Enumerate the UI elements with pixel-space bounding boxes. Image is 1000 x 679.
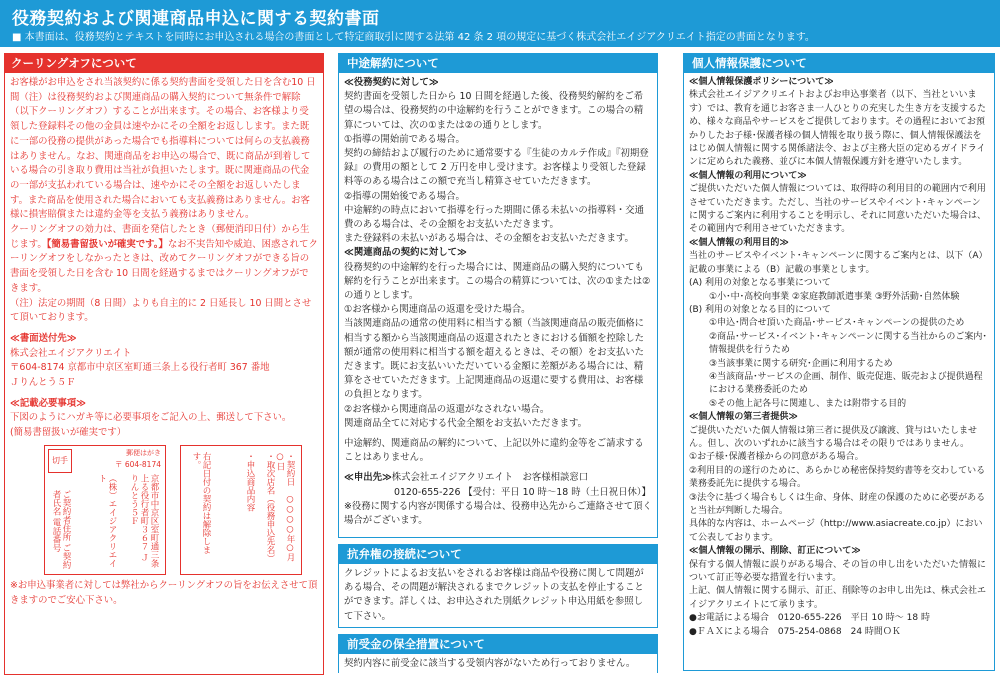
stamp-box: 切手: [48, 449, 72, 473]
destination-company: 株式会社エイジアクリエイト: [10, 347, 132, 359]
cancellation-section: [338, 53, 658, 538]
third-party-1: ①お子様･保護者様からの同意がある場合。: [689, 452, 864, 463]
purpose-text: 当社のサービスやイベント･キャンペーンに関するご案内とは、以下（A）記載の事業による（B）記載の事業とします。: [689, 251, 988, 275]
disclosure-text-2: 上記、個人情報に関する開示、訂正、削除等のお申し出先は、株式会社エイジアクリエイトにて承ります。: [689, 586, 987, 610]
contact-note: ※役務に関する内容が関係する場合は、役務申込先からご連絡させて頂く場合がございます。: [344, 500, 652, 527]
contact-company: 株式会社エイジアクリエイト お客様相談窓口: [391, 472, 589, 484]
policy-heading: ≪個人情報保護ポリシーについて≫: [689, 77, 834, 87]
product-item-2: ②お客様から関連商品の返還がなされない場合。: [344, 403, 550, 415]
required-items-heading: ≪記載必要事項≫: [10, 397, 86, 409]
postcard-cancel-text: 右記日付の契約は解除します。: [191, 451, 211, 554]
third-party-text: ご提供いただいた個人情報は第三者に提供及び譲渡、貸与はいたしません。但し、次のいずれかに該当する場合はその限りではありません。: [689, 425, 978, 449]
postcard-company: （株）エイジアクリエイト: [97, 473, 117, 568]
contact-phone-line: [344, 486, 652, 500]
postcard-product: ・申込商品内容: [245, 451, 255, 512]
disclosure-text: 保有する個人情報に誤りがある場合、その旨の申し出をいただいた情報について訂正等必要な措置を行います。: [689, 559, 987, 584]
registered-mail-note: 【簡易書留扱いが確実です。】: [46, 238, 168, 250]
postcard-store: ・取次店名（役務申込先名）: [265, 451, 275, 563]
service-item-1: ①指導の開始前である場合。: [344, 133, 465, 145]
product-item-1: ①お客様から関連商品の返還を受けた場合。: [344, 304, 531, 316]
required-items-text: 下図のようにハガキ等に必要事項をご記入の上、郵送して下さい。: [10, 412, 292, 424]
defense-section: [338, 544, 658, 628]
effect-text-cont: なお不実告知や威迫、困惑されてクーリングオフをしなかったときは、改めてクーリングオフができる旨の書面を受領した日を含む 10 日間を経過するまではクーリングオフができます。: [10, 238, 318, 294]
contact-line: [344, 471, 652, 485]
service-item-1-detail: 契約の締結および履行のために通常要する『生徒のカルテ作成』『初期登録』の費用の額として 2 万円を申し受けます。お客様より受領した登録料等のある場合はこの額で充当し精算させていただきます。: [344, 148, 649, 188]
privacy-column: [683, 53, 995, 673]
third-party-2: ②利用目的の遂行のために、あらかじめ秘密保持契約書等を交わしている業務委託先に提供する場合。: [689, 465, 986, 490]
service-contract-text: 契約書面を受領した日から 10 日間を経過した後、役務契約解約をご希望の場合は、役務契約の中途解約を行うことができます。この場合の精算については、次の①または②の通りとします。: [344, 91, 644, 131]
purpose-a-items: ①小･中･高校向事業 ②家庭教師派遣事業 ③野外活動･自然体験: [709, 291, 960, 302]
destination-address: 〒604-8174 京都市中京区室町通三条上る役行者町 367 番地: [10, 362, 270, 374]
postcard-contract-date: ・契約日 ○○○○年○月○日: [275, 451, 295, 562]
postcard-sender: ご契約者住所 ご契約者氏名 電話番号: [51, 489, 71, 570]
purpose-b-1: ①申込･問合せ頂いた商品･サービス･キャンペーンの提供のため: [709, 318, 965, 329]
required-items-note: (簡易書留扱いが確実です）: [10, 427, 127, 439]
contact-phone: 0120-655-226: [394, 486, 461, 498]
cooling-off-heading: クーリングオフについて: [5, 54, 323, 73]
cooling-off-paragraph: お客様がお申込をされ当該契約に係る契約書面を受領した日を含む10 日間（注）は役務契約および関連商品の購入契約について無条件で解除（以下クーリングオフ）することが出来ます。その場合、お客様より受領した登録料その他の金員は速やかにその全額をお返しします。また既に一部の役務の提供があった場合でも指導料については何らの支払義務はありません。なお、関連商品をお申込の場合で、既に商品が到着している場合の引き取り費用は当社が負担いたします。既に関連商品の代金の一部が支払われている場合は、速やかにその全額をお返しいたします。また商品を使用された場合においても支払義務はありません。お客様に損害賠償または違約金等を支払う義務はありません。: [10, 77, 316, 221]
purpose-heading: ≪個人情報の利用目的≫: [689, 237, 789, 248]
postcard-zip: 〒 604-8174: [115, 459, 161, 469]
product-contract-heading: ≪関連商品の契約に対して≫: [344, 247, 467, 259]
phone-contact-line: ●お電話による場合 0120-655-226 平日 10 時〜 18 時: [689, 613, 930, 624]
page-title: 役務契約および関連商品申込に関する契約書面: [12, 9, 380, 29]
product-contract-text: 役務契約の中途解約を行った場合には、関連商品の購入契約についても解約を行うことが出来ます。この場合の精算については、次の①または②の通りとします。: [344, 261, 651, 302]
page-header: [0, 0, 1000, 47]
page-subtitle: ■ 本書面は、役務契約とテキストを同時にお申込される場合の書面として特定商取引に関する法第 42 条 2 項の規定に基づく株式会社エイジアクリエイト指定の書面となります。: [12, 32, 815, 43]
contact-hours: 【受付：平日 10 時〜18 時（土日祝日休）】: [463, 486, 651, 498]
service-item-2-detail: 中途解約の時点において指導を行った期間に係る未払いの指導料・交通費のある場合は、その金額をお支払いただきます。: [344, 204, 645, 231]
postcard-illustration: [10, 445, 318, 577]
purpose-a: (A) 利用の対象となる事業について: [689, 278, 831, 289]
defense-heading: 抗弁権の接続について: [339, 545, 657, 564]
prepayment-heading: 前受金の保全措置について: [339, 635, 657, 654]
use-text: ご提供いただいた個人情報については、取得時の利用目的の範囲内で利用させていただきます。ただし、当社のサービスやイベント･キャンペーンに関するご案内に利用することを明示し、それに同意いただいた場合は、その範囲内で利用させていただきます。: [689, 184, 987, 235]
purpose-b-5: ⑤その他上記各号に関連し、または附帯する目的: [709, 398, 907, 409]
cancellation-column: [338, 53, 658, 673]
purpose-b-3: ③当該事業に関する研究･企画に利用するため: [709, 358, 893, 369]
defense-text: クレジットによるお支払いをされるお客様は商品や役務に関して問題がある場合、その問題が解決されるまでクレジットの支払を停止することができます。詳しくは、お申込された別紙クレジット申込用紙を参照して下さい。: [344, 568, 644, 622]
service-item-2: ②指導の開始後である場合。: [344, 190, 465, 202]
third-party-detail: 具体的な内容は、ホームページ（http://www.asiacreate.co.jp）において公表しております。: [689, 519, 983, 543]
cancellation-closing: 中途解約、関連商品の解約について、上記以外に違約金等をご請求することはありません。: [344, 438, 644, 464]
fax-contact-line: ●ＦＡＸによる場合 075-254-0868 24 時間ＯＫ: [689, 626, 901, 637]
postcard-address: 京都市中京区室町通三条上る役行者町３６７ Ｊりんとう５Ｆ: [129, 473, 159, 568]
cooling-off-effect: [10, 223, 318, 297]
service-item-2-extra: また登録料の未払いがある場合は、その金額をお支払いただきます。: [344, 233, 634, 245]
prepayment-text: 契約内容に前受金に該当する受領内容がないため行っておりません。: [344, 658, 636, 669]
cancellation-heading: 中途解約について: [339, 54, 657, 73]
product-item-2-detail: 関連商品全てに対応する代金全額をお支払いただきます。: [344, 417, 588, 429]
use-heading: ≪個人情報の利用について≫: [689, 170, 807, 181]
service-contract-heading: ≪役務契約に対して≫: [344, 77, 439, 88]
destination-building: Ｊりんとう５Ｆ: [10, 377, 76, 389]
destination-heading: ≪書面送付先≫: [10, 332, 77, 344]
cooling-off-footer: ※お申込事業者に対しては弊社からクーリングオフの旨をお伝えさせて頂きますのでご安心下さい。: [10, 579, 318, 606]
prepayment-section: [338, 634, 658, 673]
disclosure-heading: ≪個人情報の開示、削除、訂正について≫: [689, 546, 861, 557]
privacy-heading: 個人情報保護について: [684, 54, 994, 73]
contact-label: ≪申出先≫: [344, 472, 392, 484]
privacy-section: [683, 53, 995, 671]
cooling-off-section: [4, 53, 324, 675]
policy-text: 株式会社エイジアクリエイトおよびお申込事業者（以下、当社といいます）では、教育を通じお客さま一人ひとりの充実した生き方を支援するため、様々な商品やサービスをご提供しております。その過程においてお預かりしたお子様･保護者様の個人情報を取り扱う際に、個人情報保護法をはじめ個人情報に関する関係諸法令、および主務大臣の定めるガイドラインに定められた義務、並びに本個人情報保護方針を遵守いたします。: [689, 90, 987, 168]
postcard-front: [44, 445, 166, 575]
postcard-back: [180, 445, 302, 575]
postcard-label: 郵便はがき: [126, 448, 161, 457]
third-party-3: ③法令に基づく場合もしくは生命、身体、財産の保護のために必要があると当社が判断した場合。: [689, 492, 986, 516]
effect-text: クーリングオフの効力は、書面を発信したとき（郵便消印日付）から生じます。: [10, 224, 310, 250]
purpose-b: (B) 利用の対象となる目的について: [689, 304, 831, 315]
third-party-heading: ≪個人情報の第三者提供≫: [689, 412, 798, 423]
product-item-1-detail: 当該関連商品の通常の使用料に相当する額（当該関連商品の販売価格に相当する額から当該関連商品の返還されたときにおける価額を控除した額が通常の使用料に相当する額を超えるときは、その額）をお支払いただきます。既にお支払いいただいている金額に差額がある場合には、精算をさせていただきます。上記関連商品の返還に要する費用は、お客様の負担となります。: [344, 318, 645, 401]
purpose-b-2: ②商品･サービス･イベント･キャンペーンに関する当社からのご案内･情報提供を行うため: [709, 331, 987, 356]
purpose-b-4: ④当該商品･サービスの企画、制作、販売促進、販売および提供過程における業務委託のため: [709, 371, 983, 396]
cooling-off-note: （注）法定の期間（8 日間）よりも自主的に 2 日延長し 10 日間とさせて頂いております。: [10, 297, 312, 324]
